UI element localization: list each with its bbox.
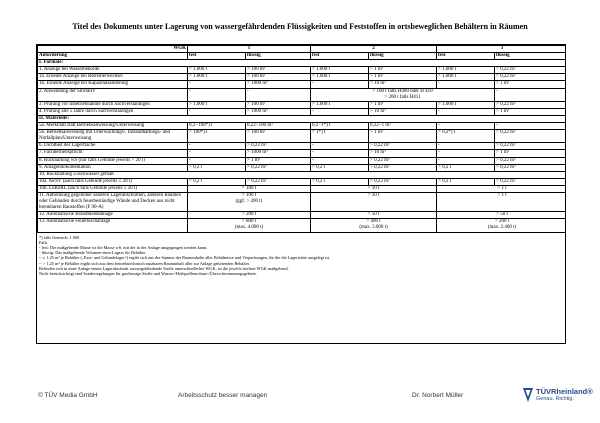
- value-cell: > 0,22 m³: [495, 130, 567, 143]
- row-label: 10. Rückhaltung Löschwasser gemäß: [38, 171, 567, 178]
- value-cell: > 1 m³: [369, 67, 437, 74]
- value-cell: -: [437, 157, 495, 164]
- table-row: [38, 123, 567, 130]
- table-row: [38, 192, 567, 211]
- value-cell: > 400 t (max. 3.000 t): [311, 219, 437, 232]
- value-cell: -: [437, 143, 495, 150]
- value-cell: 0,2−100*) t: [188, 123, 246, 130]
- value-cell: > 0,22 m³: [369, 157, 437, 164]
- value-cell: 0,2−1*) t: [311, 123, 369, 130]
- value-cell: -: [437, 123, 495, 130]
- table-row: [38, 171, 567, 178]
- requirements-table: [37, 45, 566, 233]
- page-title: Titel des Dokuments unter Lagerung von wassergefährdenden Flüssigkeiten und Feststoffen in ortsbeweglichen Behältern in Räumen: [72, 22, 528, 31]
- value-cell: -: [437, 150, 495, 157]
- table-row: [38, 88, 567, 101]
- table-row: [38, 178, 567, 185]
- table-row: [38, 164, 567, 171]
- footnote-line: - fest: Die maßgebende Masse ist die Masse wS, mit der in der Anlage umgegangen werden kann.: [39, 244, 208, 250]
- footnote-line: - flüssig: Das maßgebende Volumen eines Lagers für Behälter: [39, 250, 146, 256]
- value-cell: > 1 t: [437, 185, 567, 192]
- row-label: 10a. AwSV (auch falls Gebinde jeweils ≤ 20 l): [38, 178, 188, 185]
- value-cell: -: [311, 143, 369, 150]
- row-label: 1a. Erneute Anzeige bei Betreiberwechsel: [38, 74, 188, 81]
- footnote-line: *) falls Gemisch: 1.000: [39, 234, 80, 240]
- header-row-state: [38, 53, 567, 60]
- state-header: flüssig: [495, 53, 567, 60]
- value-cell: > 0,2 t: [437, 178, 495, 185]
- state-header: flüssig: [369, 53, 437, 60]
- value-cell: > 10 m³: [369, 150, 437, 157]
- wgk-level: 3: [437, 46, 567, 53]
- value-cell: > 0,22 m³: [246, 178, 311, 185]
- value-cell: > 0,2*) t: [437, 130, 495, 143]
- section-title: II. Materielle:: [38, 115, 567, 122]
- value-cell: > 1.000 t: [188, 101, 246, 108]
- value-cell: > 100 m³: [246, 101, 311, 108]
- row-label: 7. Fachbetriebspflicht: [38, 150, 188, 157]
- value-cell: > 0,22 m³: [369, 178, 437, 185]
- value-cell: > 100*) t: [188, 130, 246, 143]
- value-cell: > 0,22 m³: [495, 67, 567, 74]
- value-cell: > 1 m³: [495, 81, 567, 88]
- value-cell: > 10 m³: [369, 81, 437, 88]
- value-cell: > 1.000 t: [437, 74, 495, 81]
- logo-name: TÜVRheinland®: [536, 387, 593, 396]
- state-header: fest: [311, 53, 369, 60]
- wgk-level: 1: [188, 46, 311, 53]
- row-label: 8. Rückhaltung wS (nur falls Gebinde jeweils > 20 l): [38, 157, 188, 164]
- value-cell: > 1 m³: [495, 150, 567, 157]
- section-title: I. Formale:: [38, 60, 567, 67]
- value-cell: > 100 t falls H400 oder H 410 > 200 t falls H411: [311, 88, 495, 101]
- value-cell: -: [495, 123, 567, 130]
- value-cell: -: [188, 108, 246, 115]
- value-cell: > 100 m³: [246, 67, 311, 74]
- value-cell: > 0,22 m³: [246, 164, 311, 171]
- value-cell: > 100 t: [188, 185, 311, 192]
- value-cell: -: [188, 88, 246, 101]
- value-cell: > 1 m³: [369, 101, 437, 108]
- value-cell: > 1 m³: [246, 157, 311, 164]
- wgk-label: WGK: [38, 46, 188, 53]
- table-row: [38, 74, 567, 81]
- value-cell: -: [311, 81, 369, 88]
- value-cell: -: [311, 150, 369, 157]
- footnote-line: Befinden sich in einer Anlage einem Lagerabschnitt wassergefährdende Stoffe unterschiedlicher WGK, ist die jeweils höchste WGK maßgebend.: [39, 265, 289, 271]
- value-cell: > 0,2 t: [311, 178, 369, 185]
- value-cell: > 1.000 t: [437, 67, 495, 74]
- value-cell: > 100 t (ggf. > 200 t): [188, 192, 311, 211]
- value-cell: > 0,22 m³: [246, 143, 311, 150]
- page-footer: [0, 387, 600, 422]
- value-cell: > 0,2 t: [188, 164, 246, 171]
- value-cell: 0,22−100 m³: [246, 123, 311, 130]
- row-label: 10b. LöRüRL (auch falls Gebinde jeweils ≤ 20 l): [38, 185, 188, 192]
- value-cell: > 1.000 t: [311, 74, 369, 81]
- value-cell: > 0,22 m³: [369, 164, 437, 171]
- table-row: [38, 108, 567, 115]
- row-label: 5a. Merkblatt statt Betriebsanweisung/Unterweisung: [38, 123, 188, 130]
- table-row: [38, 81, 567, 88]
- row-label: 1. Anzeige bei Wasserbehörde: [38, 67, 188, 74]
- row-label: 3. Prüfung vor Inbetriebnahme durch Sachverständigen: [38, 101, 188, 108]
- state-header: fest: [188, 53, 246, 60]
- value-cell: > 800 t (max. 4.000 t): [188, 219, 311, 232]
- footnote-line: -- ≤ 1,25 m³ je Behälter („Fass- und Gebindelager“) ergibt sich aus der Summe der Rauminhalte aller Behältnisse und Verpackungen, für die die Lagerstätte ausgelegt ist.: [39, 255, 331, 261]
- value-cell: > 0,22 m³: [369, 143, 437, 150]
- value-cell: > 0,22 m³: [495, 164, 567, 171]
- footnote-line: Nicht berücksichtigt sind Sonderregelungen für gasförmige Stoffe und Wasser-/Heilquellenschutz-/Überschwemmungsgebiete.: [39, 270, 258, 276]
- row-label: 2. Anwendung der StörfallV: [38, 88, 188, 101]
- section-row: [38, 60, 567, 67]
- tuv-logo: [522, 387, 592, 411]
- value-cell: > 1*) t: [311, 130, 369, 143]
- value-cell: > 0,2 t: [188, 178, 246, 185]
- row-label: 4. Prüfung alle 5 Jahre durch Sachverständigen: [38, 108, 188, 115]
- logo-tagline: Genau. Richtig.: [536, 396, 574, 402]
- value-cell: > 1.000 t: [311, 67, 369, 74]
- value-cell: -: [188, 81, 246, 88]
- value-cell: > 50 t: [437, 212, 567, 219]
- footer-author: Dr. Norbert Müller: [412, 392, 464, 399]
- value-cell: -: [311, 157, 369, 164]
- table-row: [38, 219, 567, 232]
- value-cell: > 0,22 m³: [495, 74, 567, 81]
- row-label: 13. Automatische Feuerlöschanlage: [38, 219, 188, 232]
- value-cell: -: [311, 108, 369, 115]
- value-cell: > 200 t (max. 2.400 t): [437, 219, 567, 232]
- state-header: flüssig: [246, 53, 311, 60]
- value-cell: -: [437, 108, 495, 115]
- value-cell: > 1 m³: [369, 130, 437, 143]
- value-cell: > 1000 m³: [246, 150, 311, 157]
- row-label: 11. Abtrennung gegenüber anderen Lagerabschnitten, anderen Räumen oder Gebäuden durch feuerbeständige Wände und Decken aus nicht brennbaren Baustoffen (F 90-A): [38, 192, 188, 211]
- state-header: fest: [437, 53, 495, 60]
- table-row: [38, 157, 567, 164]
- value-cell: > 10 m³: [369, 108, 437, 115]
- value-cell: > 0,22 m³: [495, 157, 567, 164]
- row-label: 1b. Erneute Anzeige bei Kapazitätsänderung: [38, 81, 188, 88]
- value-cell: > 200 t: [188, 212, 311, 219]
- value-cell: -: [495, 88, 567, 101]
- table-row: [38, 130, 567, 143]
- value-cell: -: [246, 88, 311, 101]
- table-row: [38, 212, 567, 219]
- wgk-level: 2: [311, 46, 437, 53]
- value-cell: > 100 m³: [246, 130, 311, 143]
- value-cell: > 1.000 t: [437, 101, 495, 108]
- value-cell: > 1 m³: [495, 108, 567, 115]
- row-label: 9. Anlagendokumentation: [38, 164, 188, 171]
- value-cell: -: [188, 150, 246, 157]
- value-cell: > 50 t: [311, 212, 437, 219]
- value-cell: 0,22−1 m³: [369, 123, 437, 130]
- value-cell: > 0,22 m³: [495, 143, 567, 150]
- table-row: [38, 185, 567, 192]
- table-row: [38, 101, 567, 108]
- value-cell: -: [188, 157, 246, 164]
- value-cell: > 0,2 t: [311, 164, 369, 171]
- row-label: 5b. Betriebsanweisung mit Überwachungs-, Instandhaltungs- und Notfallplan/Unterweisung: [38, 130, 188, 143]
- table-row: [38, 143, 567, 150]
- value-cell: > 1.000 t: [311, 101, 369, 108]
- value-cell: > 1 t: [437, 192, 567, 211]
- value-cell: > 0,22 m³: [495, 101, 567, 108]
- footer-slogan: Arbeitsschutz besser managen: [178, 392, 268, 399]
- value-cell: > 1.000 t: [188, 67, 246, 74]
- value-cell: > 0,2 t: [437, 164, 495, 171]
- tuv-triangle-icon: [522, 387, 534, 403]
- value-cell: > 0,22 m³: [495, 178, 567, 185]
- value-cell: -: [188, 143, 246, 150]
- value-cell: > 1000 m³: [246, 81, 311, 88]
- table-row: [38, 67, 567, 74]
- requirement-label: Anforderung: [38, 53, 188, 60]
- row-label: 12. Automatische Brandmeldeanlage: [38, 212, 188, 219]
- value-cell: > 100 m³: [246, 74, 311, 81]
- footnote-line: Falls: [39, 239, 48, 245]
- footnote-line: -- > 1,25 m³ je Behälter ergibt sich aus dem betriebstechnisch nutzbaren Rauminhalt aller zur Anlage gehörenden Behälter.: [39, 260, 250, 266]
- value-cell: > 1000 m³: [246, 108, 311, 115]
- footnotes: [37, 233, 565, 279]
- footer-copyright: © TÜV Media GmbH: [38, 392, 98, 399]
- value-cell: > 10 t: [311, 185, 437, 192]
- value-cell: > 1.000 t: [188, 74, 246, 81]
- header-row-wgk: [38, 46, 567, 53]
- table-row: [38, 150, 567, 157]
- row-label: 6. Dichtheit der Lagerfläche: [38, 143, 188, 150]
- value-cell: -: [437, 81, 495, 88]
- value-cell: > 10 t: [311, 192, 437, 211]
- document-table-frame: [36, 44, 566, 344]
- value-cell: > 1 m³: [369, 74, 437, 81]
- section-row: [38, 115, 567, 122]
